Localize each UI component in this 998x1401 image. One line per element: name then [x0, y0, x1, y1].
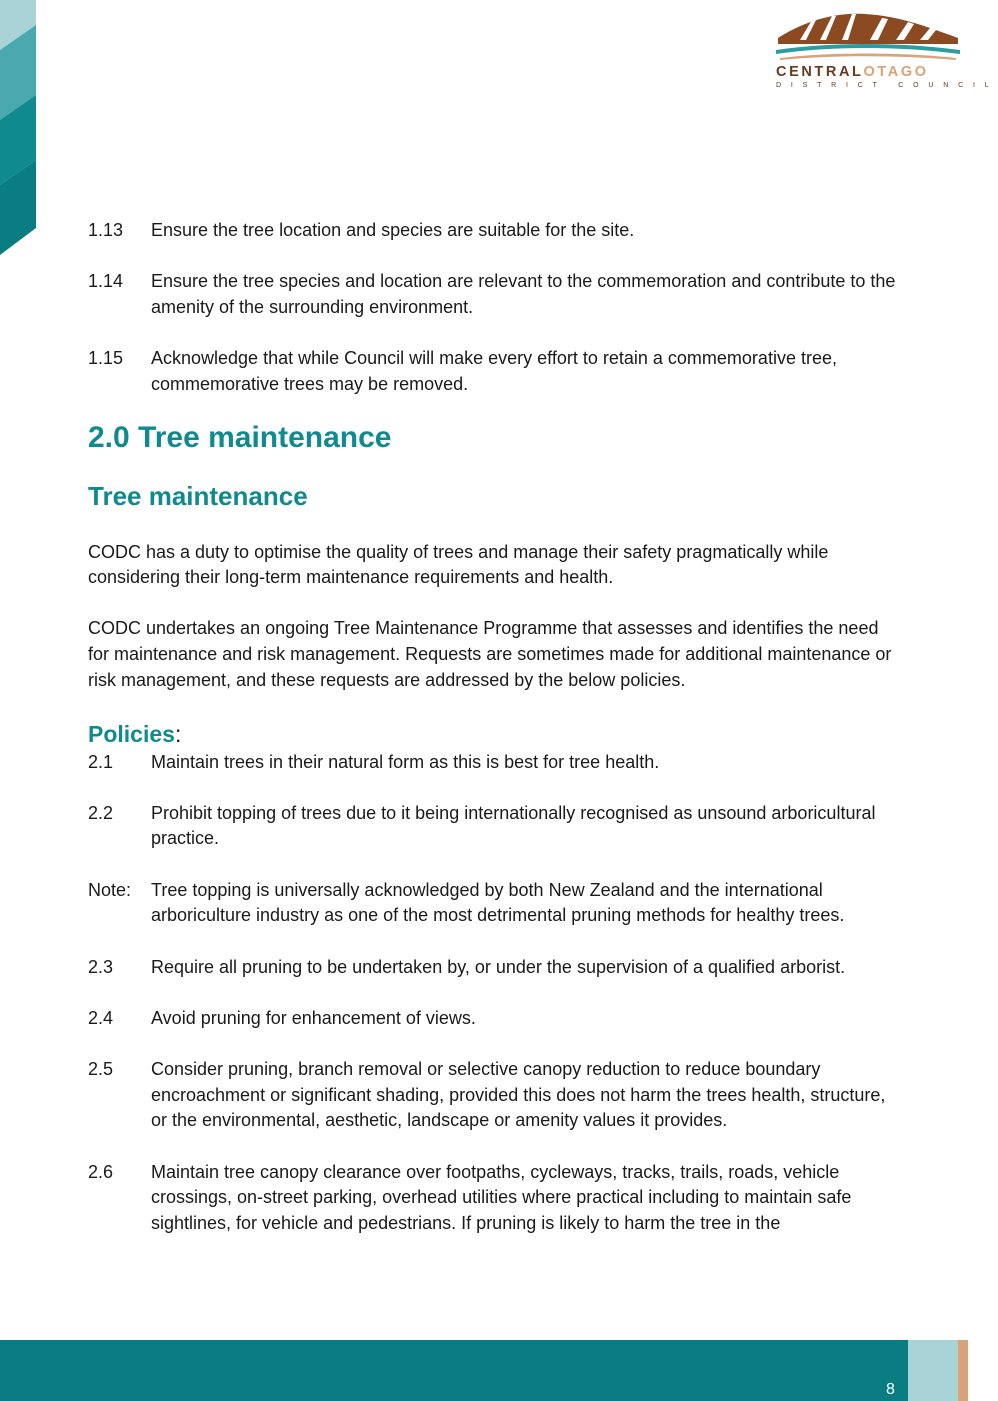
item-text: Ensure the tree location and species are suitable for the site. [151, 220, 635, 240]
section-subheading: Tree maintenance [88, 480, 308, 511]
policy-item [88, 346, 898, 397]
paragraph-programme: CODC undertakes an ongoing Tree Maintenance Programme that assesses and identifies the need for maintenance and risk management. Requests are sometimes made for additional maintenance or risk management, and these requests are addressed by the below policies. [88, 618, 892, 690]
item-text: Maintain tree canopy clearance over footpaths, cycleways, tracks, trails, roads, vehicle crossings, on-street parking, overhead utilities where practical including to maintain safe sightlines, for vehicle and pedestrians. If pruning is likely to harm the tree in the [151, 1161, 852, 1233]
logo-word-otago: OTAGO [863, 64, 929, 80]
policy-item [88, 269, 898, 320]
note-label: Note: [88, 879, 132, 900]
item-text: Maintain trees in their natural form as this is best for tree health. [151, 751, 660, 772]
item-number: 2.1 [88, 751, 114, 772]
paragraph-duty: CODC has a duty to optimise the quality of trees and manage their safety pragmatically while considering their long-term maintenance requirements and health. [88, 541, 829, 588]
policy-item [88, 750, 898, 776]
item-text: Avoid pruning for enhancement of views. [151, 1007, 476, 1028]
item-number: 2.4 [88, 1007, 114, 1028]
item-text: Require all pruning to be undertaken by, or under the supervision of a qualified arborist. [151, 956, 846, 977]
note-text: Tree topping is universally acknowledged by both New Zealand and the international arboriculture industry as one of the most detrimental pruning methods for healthy trees. [151, 879, 845, 926]
policy-item [88, 801, 898, 852]
document-body [88, 218, 898, 1262]
policies-colon: : [174, 720, 182, 747]
item-text: Ensure the tree species and location are relevant to the commemoration and contribute to the amenity of the surrounding environment. [151, 271, 896, 317]
footer-band [0, 1340, 968, 1401]
page-number: 8 [886, 1381, 895, 1398]
item-number: 2.6 [88, 1161, 114, 1182]
policy-item [88, 1006, 898, 1032]
logo-subtitle: DISTRICT COUNCIL [776, 82, 998, 89]
item-number: 1.14 [88, 271, 124, 292]
item-number: 2.2 [88, 802, 114, 823]
left-decorative-stripes [0, 0, 40, 260]
section-heading: 2.0 Tree maintenance [88, 420, 392, 454]
item-number: 1.15 [88, 348, 124, 369]
policy-item [88, 955, 898, 981]
policy-note [88, 878, 898, 929]
policies-label [88, 720, 898, 748]
logo-mountains-icon [770, 6, 965, 64]
item-text: Prohibit topping of trees due to it being internationally recognised as unsound arboricultural practice. [151, 802, 876, 849]
item-number: 1.13 [88, 220, 124, 240]
council-logo [770, 6, 998, 91]
policy-item [88, 218, 898, 244]
policy-item [88, 1057, 898, 1134]
policy-item [88, 1160, 898, 1237]
logo-wordmark [776, 64, 929, 80]
item-number: 2.3 [88, 956, 114, 977]
item-text: Consider pruning, branch removal or selective canopy reduction to reduce boundary encroachment or significant shading, provided this does not harm the trees health, structure, or the environmental, aesthetic, landscape or amenity values it provides. [151, 1058, 886, 1131]
item-text: Acknowledge that while Council will make every effort to retain a commemorative tree, commemorative trees may be removed. [151, 348, 837, 394]
logo-word-central: CENTRAL [776, 64, 864, 80]
item-number: 2.5 [88, 1058, 114, 1079]
policies-label-text: Policies [88, 720, 175, 747]
